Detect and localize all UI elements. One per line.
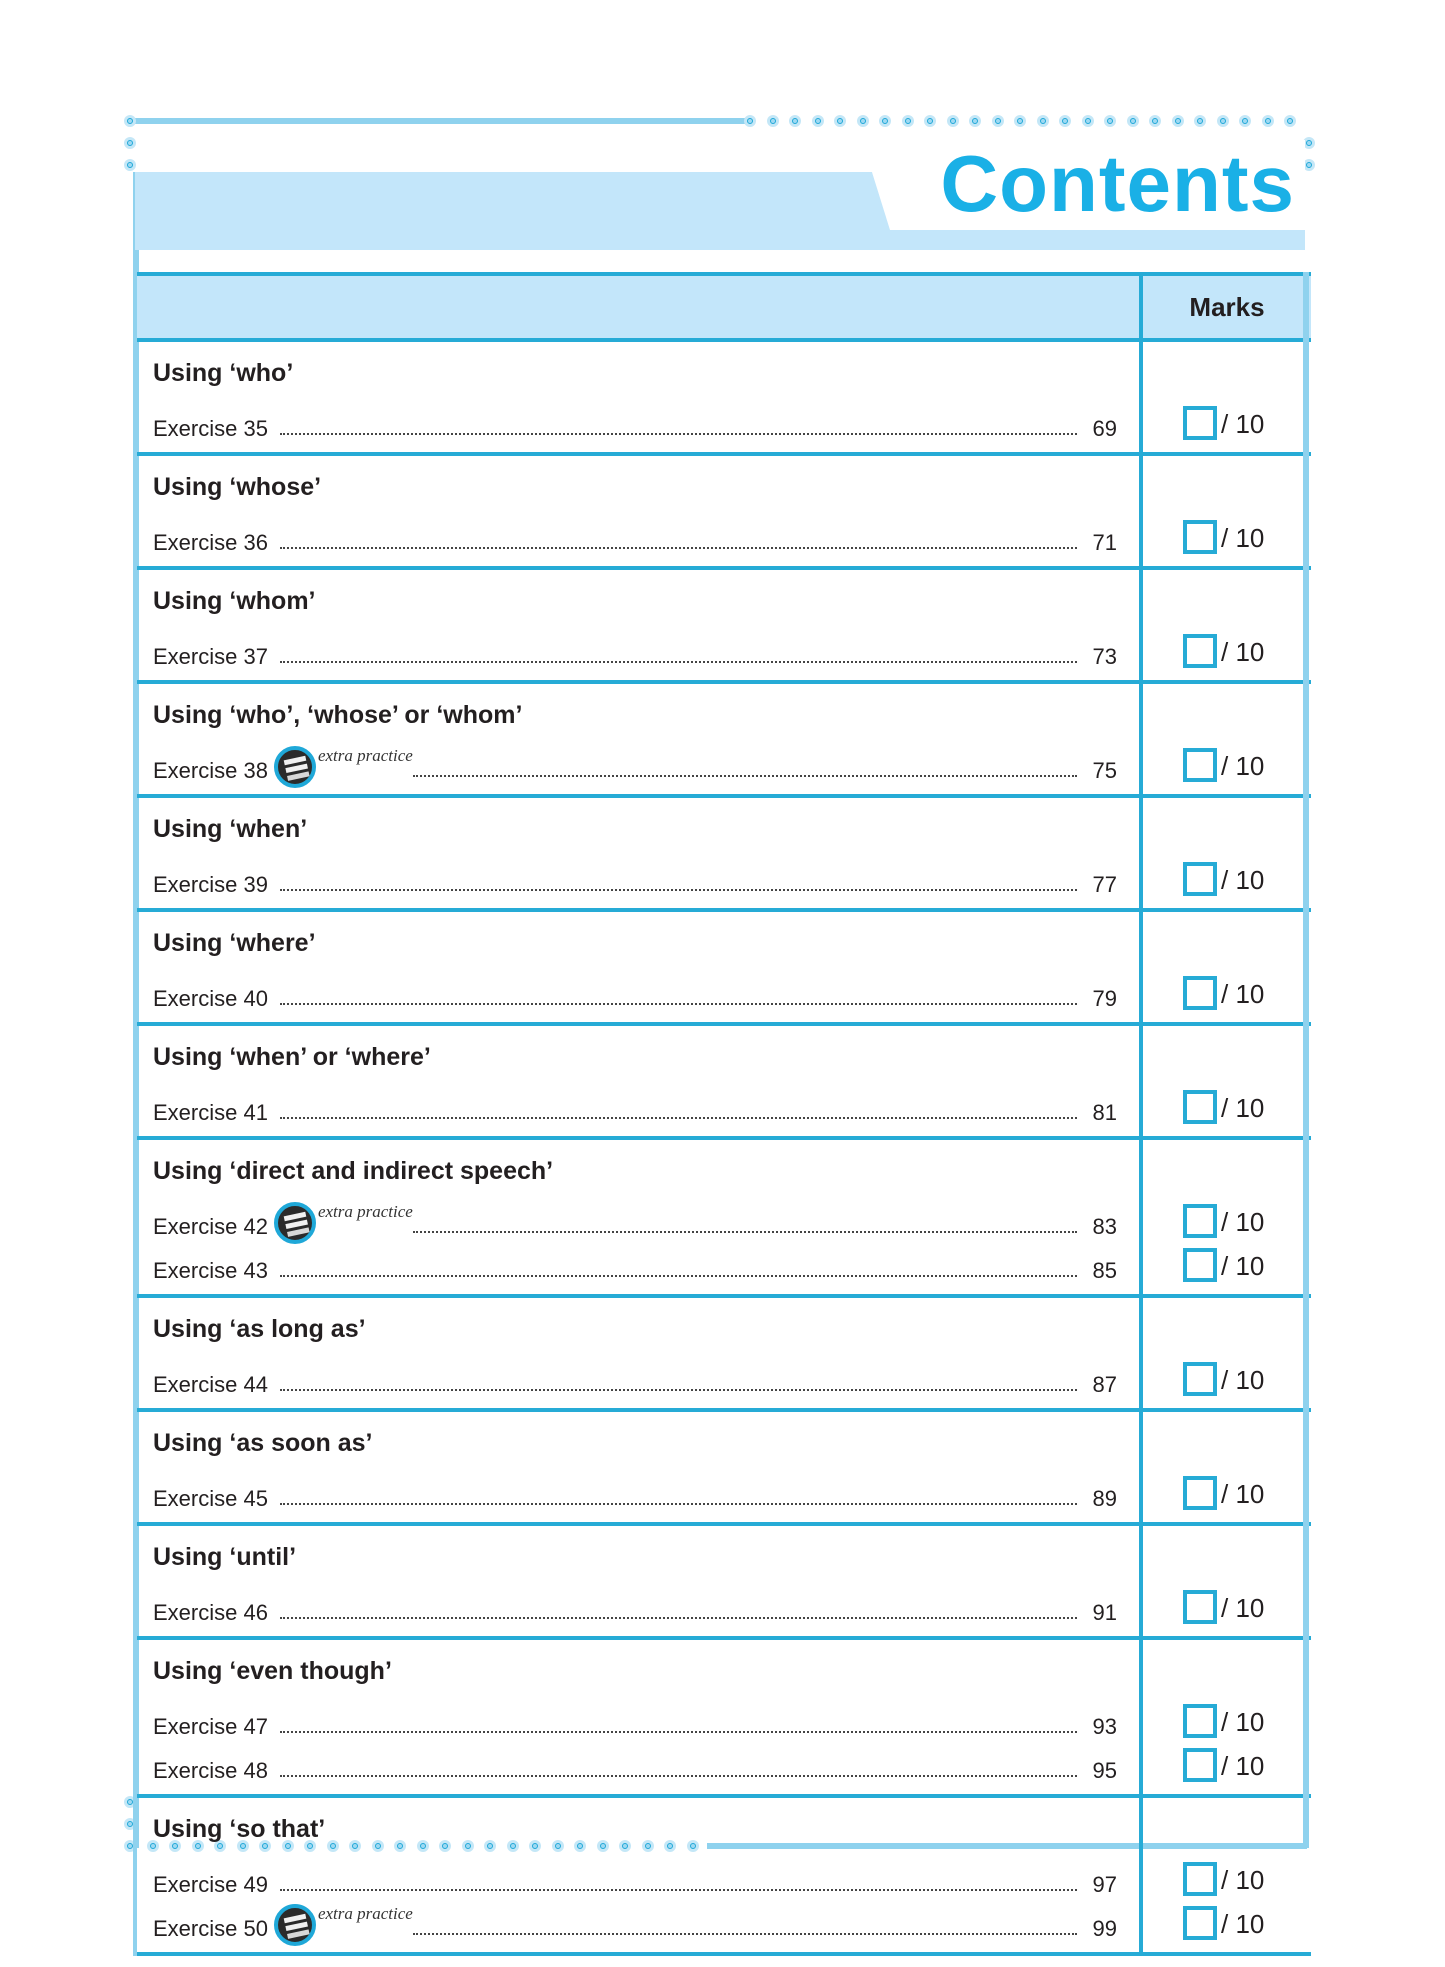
mark-entry [1143,852,1311,896]
exercise-row[interactable] [153,398,1117,442]
score-total: / 10 [1221,865,1265,895]
score-total: / 10 [1221,637,1265,667]
contents-section [137,912,1311,1026]
contents-section [137,342,1311,456]
section-marks [1143,1298,1311,1408]
contents-section [137,570,1311,684]
extra-practice-label: extra practice [317,746,413,765]
frame-dot-icon [1194,115,1206,127]
section-entries [137,798,1143,908]
score-box-input[interactable] [1183,1748,1217,1782]
exercise-label: Exercise 50 [153,1916,268,1941]
section-marks [1143,1798,1311,1952]
frame-dot-icon [1239,115,1251,127]
frame-dot-icon [767,115,779,127]
exercise-row[interactable] [153,1196,1117,1240]
score-total: / 10 [1221,1251,1265,1281]
dot-leader [280,660,1077,663]
frame-dot-icon [744,115,756,127]
frame-dot-icon [1059,115,1071,127]
frame-dot-icon [857,115,869,127]
frame-dot-icon [924,115,936,127]
section-entries [137,1026,1143,1136]
frame-dot-icon [834,115,846,127]
page-number: 73 [1092,644,1117,669]
extra-practice-icon [274,1904,316,1946]
section-marks [1143,684,1311,794]
frame-dot-icon [124,137,136,149]
contents-section [137,1798,1311,1956]
exercise-row[interactable] [153,1082,1117,1126]
mark-entry [1143,1238,1311,1282]
contents-section [137,456,1311,570]
score-total: / 10 [1221,1479,1265,1509]
contents-section [137,1640,1311,1798]
mark-entry [1143,1896,1311,1940]
page-title: Contents [940,139,1295,228]
exercise-row[interactable] [153,1696,1117,1740]
exercise-row[interactable] [153,1740,1117,1784]
exercise-label: Exercise 37 [153,644,268,669]
exercise-row[interactable] [153,1240,1117,1284]
score-box-input[interactable] [1183,1906,1217,1940]
mark-entry [1143,396,1311,440]
page-number: 79 [1092,986,1117,1011]
frame-dot-icon [902,115,914,127]
exercise-row[interactable] [153,1582,1117,1626]
exercise-row[interactable] [153,1898,1117,1942]
extra-practice-icon [274,1202,316,1244]
frame-dot-icon [1014,115,1026,127]
score-box-input[interactable] [1183,520,1217,554]
score-total: / 10 [1221,1751,1265,1781]
page-number: 83 [1092,1214,1117,1239]
exercise-label: Exercise 45 [153,1486,268,1511]
dot-leader [413,774,1077,777]
frame-dot-icon [789,115,801,127]
section-heading: Using ‘when’ or ‘where’ [153,1043,431,1071]
section-heading: Using ‘even though’ [153,1657,392,1685]
mark-entry [1143,1738,1311,1782]
exercise-label: Exercise 39 [153,872,268,897]
page-number: 75 [1092,758,1117,783]
page-number: 85 [1092,1258,1117,1283]
dot-leader [413,1230,1077,1233]
score-box-input[interactable] [1183,976,1217,1010]
score-box-input[interactable] [1183,1090,1217,1124]
contents-section [137,1412,1311,1526]
exercise-row[interactable] [153,1468,1117,1512]
score-box-input[interactable] [1183,1862,1217,1896]
exercise-row[interactable] [153,740,1117,784]
page-number: 91 [1092,1600,1117,1625]
section-heading: Using ‘so that’ [153,1815,326,1843]
frame-dot-icon [1262,115,1274,127]
frame-dot-icon [1104,115,1116,127]
page-number: 97 [1092,1872,1117,1897]
frame-dot-icon [1127,115,1139,127]
dot-leader [280,1502,1077,1505]
mark-entry [1143,1080,1311,1124]
section-heading: Using ‘where’ [153,929,316,957]
exercise-label: Exercise 36 [153,530,268,555]
section-heading: Using ‘as soon as’ [153,1429,373,1457]
section-entries [137,342,1143,452]
dot-leader [280,1774,1077,1777]
exercise-row[interactable] [153,512,1117,556]
page-number: 69 [1092,416,1117,441]
exercise-label: Exercise 38 [153,758,268,783]
score-box-input[interactable] [1183,1590,1217,1624]
dot-leader [280,432,1077,435]
page-number: 99 [1092,1916,1117,1941]
dot-leader [280,888,1077,891]
exercise-label: Exercise 48 [153,1758,268,1783]
section-entries [137,1412,1143,1522]
frame-line [130,118,745,124]
mark-entry [1143,510,1311,554]
score-total: / 10 [1221,409,1265,439]
frame-dot-icon [879,115,891,127]
score-box-input[interactable] [1183,1362,1217,1396]
frame-dot-icon [124,159,136,171]
section-heading: Using ‘whom’ [153,587,316,615]
page-number: 87 [1092,1372,1117,1397]
section-entries [137,456,1143,566]
table-header [137,272,1311,342]
exercise-label: Exercise 43 [153,1258,268,1283]
mark-entry [1143,1466,1311,1510]
frame-dot-icon [124,115,136,127]
dot-leader [280,1388,1077,1391]
section-entries [137,1798,1143,1952]
section-marks [1143,1412,1311,1522]
section-entries [137,1298,1143,1408]
exercise-label: Exercise 35 [153,416,268,441]
score-total: / 10 [1221,523,1265,553]
section-marks [1143,342,1311,452]
section-marks [1143,1140,1311,1294]
frame-dot-icon [1284,115,1296,127]
page-number: 81 [1092,1100,1117,1125]
frame-dot-icon [969,115,981,127]
mark-entry [1143,1194,1311,1238]
dot-leader [280,1616,1077,1619]
score-total: / 10 [1221,751,1265,781]
page-number: 93 [1092,1714,1117,1739]
contents-section [137,684,1311,798]
extra-practice-label: extra practice [317,1904,413,1923]
section-heading: Using ‘as long as’ [153,1315,366,1343]
score-box-input[interactable] [1183,406,1217,440]
frame-dot-icon [992,115,1004,127]
section-heading: Using ‘until’ [153,1543,297,1571]
section-heading: Using ‘who’ [153,359,294,387]
page-number: 71 [1092,530,1117,555]
section-entries [137,1526,1143,1636]
section-entries [137,912,1143,1022]
section-marks [1143,1026,1311,1136]
score-box-input[interactable] [1183,862,1217,896]
section-marks [1143,456,1311,566]
section-entries [137,1640,1143,1794]
section-marks [1143,798,1311,908]
score-total: / 10 [1221,1093,1265,1123]
dot-leader [280,1116,1077,1119]
exercise-label: Exercise 44 [153,1372,268,1397]
contents-section [137,1140,1311,1298]
frame-right-border [1303,272,1309,1848]
mark-entry [1143,624,1311,668]
exercise-row[interactable] [153,854,1117,898]
score-total: / 10 [1221,1365,1265,1395]
frame-dot-icon [1172,115,1184,127]
exercise-label: Exercise 42 [153,1214,268,1239]
score-total: / 10 [1221,1865,1265,1895]
section-marks [1143,912,1311,1022]
mark-entry [1143,1352,1311,1396]
dot-leader [413,1932,1077,1935]
dot-leader [280,1730,1077,1733]
frame-dot-icon [1217,115,1229,127]
exercise-row[interactable] [153,626,1117,670]
page-number: 89 [1092,1486,1117,1511]
section-entries [137,1140,1143,1294]
mark-entry [1143,1580,1311,1624]
dot-leader [280,1002,1077,1005]
frame-dot-icon [1149,115,1161,127]
score-box-input[interactable] [1183,748,1217,782]
contents-section [137,1526,1311,1640]
section-heading: Using ‘who’, ‘whose’ or ‘whom’ [153,701,523,729]
score-total: / 10 [1221,1207,1265,1237]
dot-leader [280,1274,1077,1277]
exercise-label: Exercise 49 [153,1872,268,1897]
score-total: / 10 [1221,1707,1265,1737]
score-box-input[interactable] [1183,1704,1217,1738]
frame-dot-icon [947,115,959,127]
contents-section [137,1298,1311,1412]
frame-dot-icon [1082,115,1094,127]
page-number: 77 [1092,872,1117,897]
mark-entry [1143,1694,1311,1738]
exercise-label: Exercise 40 [153,986,268,1011]
section-entries [137,684,1143,794]
score-total: / 10 [1221,1593,1265,1623]
section-heading: Using ‘when’ [153,815,308,843]
frame-dot-icon [1037,115,1049,127]
exercise-label: Exercise 47 [153,1714,268,1739]
dot-leader [280,546,1077,549]
section-heading: Using ‘whose’ [153,473,322,501]
section-marks [1143,1526,1311,1636]
score-total: / 10 [1221,979,1265,1009]
exercise-label: Exercise 46 [153,1600,268,1625]
exercise-row[interactable] [153,1854,1117,1898]
mark-entry [1143,966,1311,1010]
score-box-input[interactable] [1183,1476,1217,1510]
extra-practice-label: extra practice [317,1202,413,1221]
exercise-label: Exercise 41 [153,1100,268,1125]
mark-entry [1143,738,1311,782]
contents-section [137,798,1311,912]
frame-dot-icon [812,115,824,127]
exercise-row[interactable] [153,1354,1117,1398]
score-total: / 10 [1221,1909,1265,1939]
mark-entry [1143,1852,1311,1896]
dot-leader [280,1888,1077,1891]
marks-header: Marks [1189,291,1265,322]
sections-container [137,342,1311,1956]
score-box-input[interactable] [1183,634,1217,668]
section-marks [1143,570,1311,680]
score-box-input[interactable] [1183,1204,1217,1238]
score-box-input[interactable] [1183,1248,1217,1282]
extra-practice-icon [274,746,316,788]
page-number: 95 [1092,1758,1117,1783]
exercise-row[interactable] [153,968,1117,1012]
contents-section [137,1026,1311,1140]
section-heading: Using ‘direct and indirect speech’ [153,1157,554,1185]
contents-table [133,272,1311,1956]
section-entries [137,570,1143,680]
section-marks [1143,1640,1311,1794]
header-blank-cell [137,276,1143,338]
